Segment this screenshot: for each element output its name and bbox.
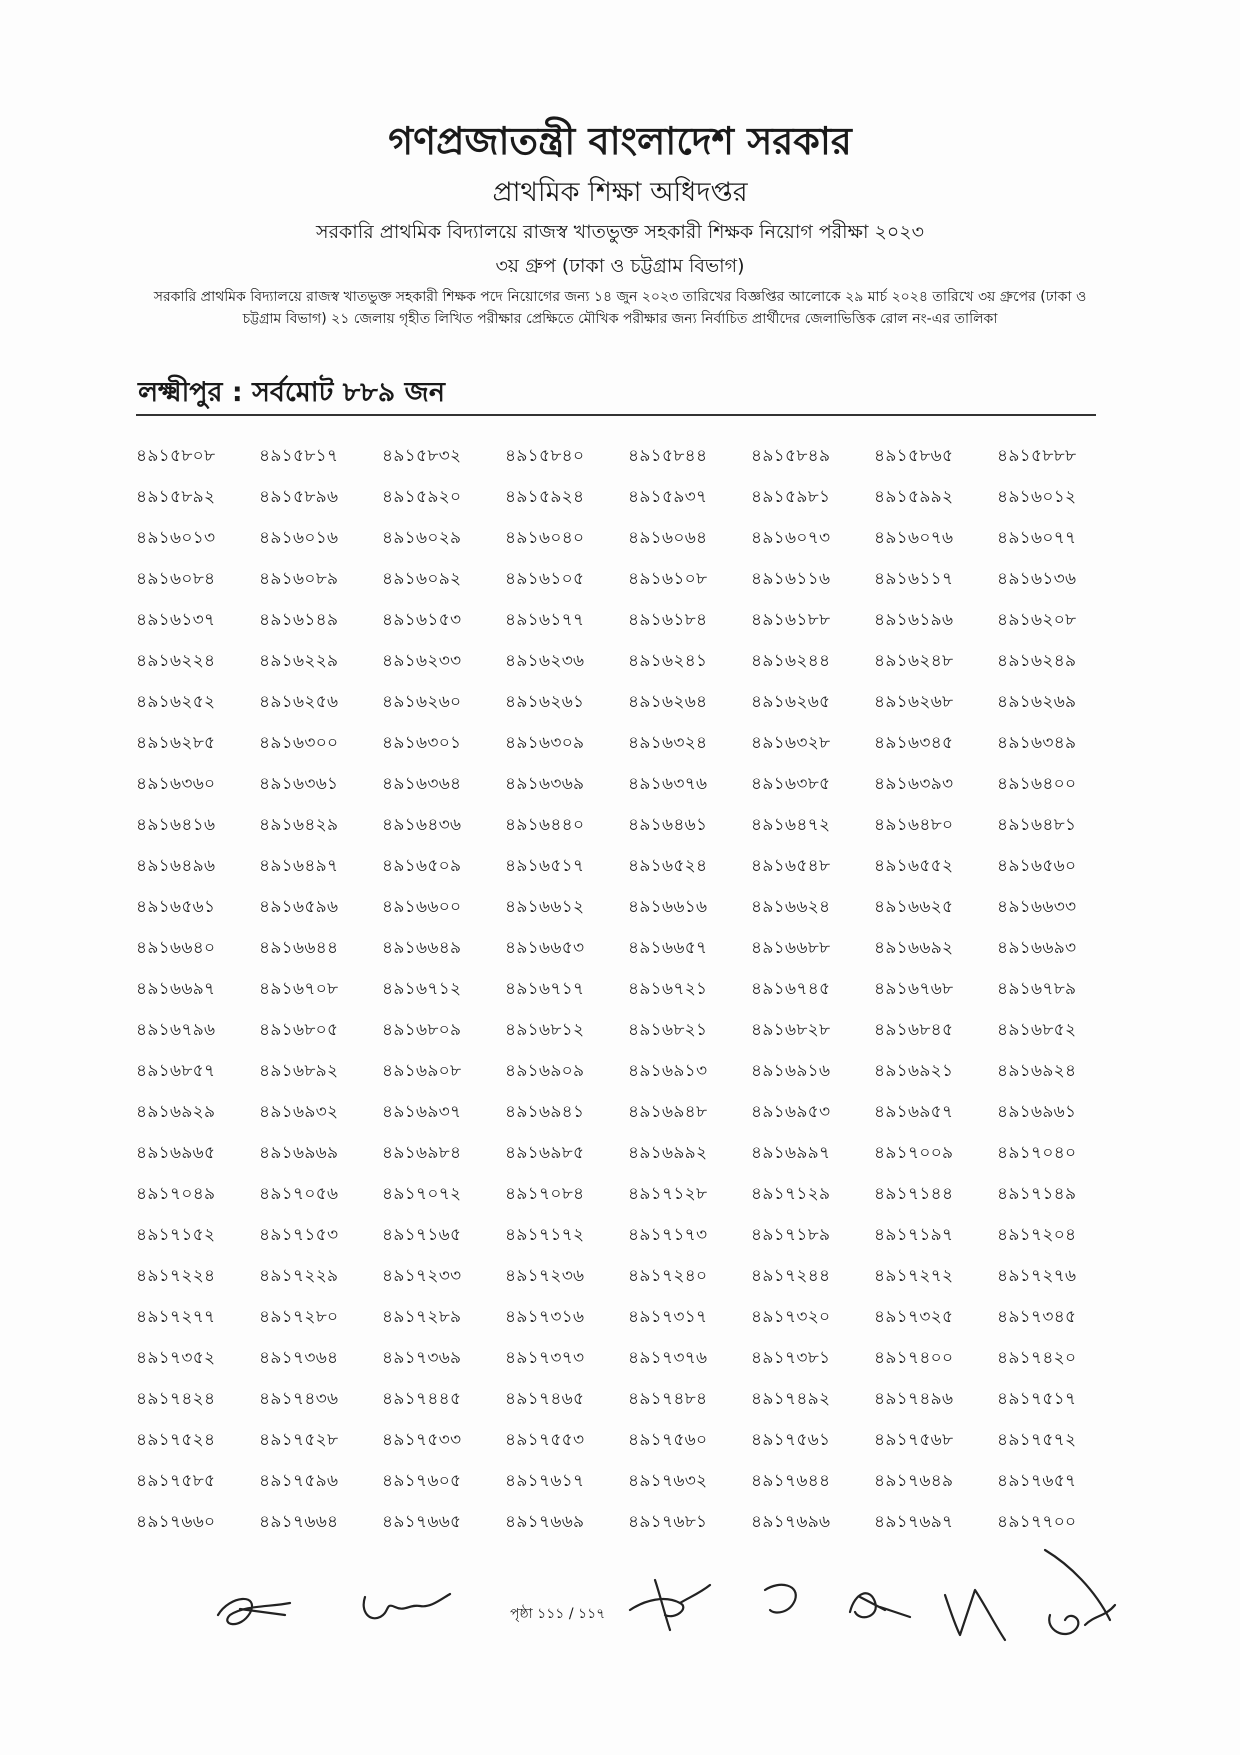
- roll-number: ৪৯১৬৪৮০: [874, 815, 954, 835]
- roll-number: ৪৯১৬১০৫: [505, 569, 585, 589]
- heading-divider: [136, 414, 1096, 416]
- roll-number: ৪৯১৬১৩৬: [997, 569, 1077, 589]
- roll-number: ৪৯১৫৮৯২: [136, 487, 216, 507]
- roll-number: ৪৯১৬৩৬৯: [505, 774, 585, 794]
- roll-number: ৪৯১৬০৭৭: [997, 528, 1077, 548]
- roll-number: ৪৯১৭৬৯৬: [751, 1512, 831, 1532]
- roll-number: ৪৯১৬৩৯৩: [874, 774, 954, 794]
- roll-number: ৪৯১৬৬১২: [505, 897, 585, 917]
- roll-number: ৪৯১৬২৪৯: [997, 651, 1077, 671]
- signature-3: [625, 1575, 715, 1635]
- roll-number: ৪৯১৬৭০৮: [259, 979, 339, 999]
- roll-number: ৪৯১৬১৭৭: [505, 610, 585, 630]
- roll-number: ৪৯১৬২৬০: [382, 692, 462, 712]
- roll-number: ৪৯১৬২৬৯: [997, 692, 1077, 712]
- roll-number: ৪৯১৬১০৮: [628, 569, 708, 589]
- roll-number: ৪৯১৭৫৯৬: [259, 1471, 339, 1491]
- signature-1: [210, 1585, 300, 1635]
- roll-number: ৪৯১৭০৭২: [382, 1184, 462, 1204]
- roll-number: ৪৯১৬৯৮৪: [382, 1143, 462, 1163]
- roll-number: ৪৯১৭২৭৭: [136, 1307, 216, 1327]
- roll-number: ৪৯১৭৪৯২: [751, 1389, 831, 1409]
- roll-number: ৪৯১৭৪০০: [874, 1348, 954, 1368]
- roll-number: ৪৯১৬৯৩২: [259, 1102, 339, 1122]
- roll-number: ৪৯১৬৯০৮: [382, 1061, 462, 1081]
- roll-number: ৪৯১৫৮১৭: [259, 446, 339, 466]
- roll-number: ৪৯১৬৬৪৯: [382, 938, 462, 958]
- roll-number: ৪৯১৬৪৪০: [505, 815, 585, 835]
- roll-number: ৪৯১৬৬২৫: [874, 897, 954, 917]
- roll-number: ৪৯১৭১৪৪: [874, 1184, 954, 1204]
- roll-number: ৪৯১৭৫১৭: [997, 1389, 1077, 1409]
- roll-number: ৪৯১৬৪৩৬: [382, 815, 462, 835]
- roll-number: ৪৯১৭৩৪৫: [997, 1307, 1077, 1327]
- roll-number: ৪৯১৬৯৫৭: [874, 1102, 954, 1122]
- roll-number: ৪৯১৬৩৪৫: [874, 733, 954, 753]
- roll-number: ৪৯১৬৩৬৪: [382, 774, 462, 794]
- roll-number: ৪৯১৬৯০৯: [505, 1061, 585, 1081]
- roll-number: ৪৯১৭৩১৭: [628, 1307, 708, 1327]
- roll-number: ৪৯১৭২০৪: [997, 1225, 1077, 1245]
- roll-number: ৪৯১৬৬৩৩: [997, 897, 1077, 917]
- roll-number: ৪৯১৭৬৩২: [628, 1471, 708, 1491]
- roll-number: ৪৯১৭৫৮৫: [136, 1471, 216, 1491]
- roll-number: ৪৯১৭২২৯: [259, 1266, 339, 1286]
- roll-number: ৪৯১৭৬১৭: [505, 1471, 585, 1491]
- page-number: পৃষ্ঠা ১১১ / ১১৭: [510, 1606, 606, 1622]
- roll-number: ৪৯১৫৯৯২: [874, 487, 954, 507]
- roll-number: ৪৯১৭৬৪৪: [751, 1471, 831, 1491]
- roll-number: ৪৯১৬৮৯২: [259, 1061, 339, 1081]
- roll-number: ৪৯১৬০৭৩: [751, 528, 831, 548]
- roll-number: ৪৯১৬৯১৩: [628, 1061, 708, 1081]
- signature-2: [355, 1582, 455, 1632]
- roll-number: ৪৯১৬২৮৫: [136, 733, 216, 753]
- roll-number: ৪৯১৬৮৫৭: [136, 1061, 216, 1081]
- roll-number: ৪৯১৬০৮৯: [259, 569, 339, 589]
- roll-number: ৪৯১৭০৪৯: [136, 1184, 216, 1204]
- roll-number: ৪৯১৭৬৫৭: [997, 1471, 1077, 1491]
- roll-number: ৪৯১৭৩৭৬: [628, 1348, 708, 1368]
- roll-number: ৪৯১৬৩০১: [382, 733, 462, 753]
- roll-number: ৪৯১৫৯২৪: [505, 487, 585, 507]
- roll-number: ৪৯১৬৯৬৯: [259, 1143, 339, 1163]
- roll-number: ৪৯১৬২২৪: [136, 651, 216, 671]
- roll-number: ৪৯১৫৮৯৬: [259, 487, 339, 507]
- signature-5: [840, 1572, 920, 1632]
- roll-number: ৪৯১৬৬৪০: [136, 938, 216, 958]
- roll-number: ৪৯১৫৯২০: [382, 487, 462, 507]
- roll-number: ৪৯১৬৪৯৬: [136, 856, 216, 876]
- roll-number: ৪৯১৬৯২১: [874, 1061, 954, 1081]
- roll-number: ৪৯১৬৬১৬: [628, 897, 708, 917]
- roll-number: ৪৯১৭০৮৪: [505, 1184, 585, 1204]
- roll-number: ৪৯১৬১৩৭: [136, 610, 216, 630]
- roll-number: ৪৯১৭১৯৭: [874, 1225, 954, 1245]
- roll-number: ৪৯১৬২৫২: [136, 692, 216, 712]
- roll-number: ৪৯১৭২৭৬: [997, 1266, 1077, 1286]
- roll-number: ৪৯১৭৫৬৮: [874, 1430, 954, 1450]
- roll-number: ৪৯১৬৬৯৭: [136, 979, 216, 999]
- roll-number: ৪৯১৭২৪০: [628, 1266, 708, 1286]
- district-heading: লক্ষ্মীপুর : সর্বমোট ৮৮৯ জন: [138, 377, 445, 408]
- roll-number: ৪৯১৬৬২৪: [751, 897, 831, 917]
- roll-number: ৪৯১৭২৪৪: [751, 1266, 831, 1286]
- roll-number: ৪৯১৬৭৯৬: [136, 1020, 216, 1040]
- roll-number: ৪৯১৬২৫৬: [259, 692, 339, 712]
- roll-number: ৪৯১৫৯৮১: [751, 487, 831, 507]
- roll-number: ৪৯১৭৫৩৩: [382, 1430, 462, 1450]
- roll-number: ৪৯১৭৩৫২: [136, 1348, 216, 1368]
- roll-number: ৪৯১৭৫৭২: [997, 1430, 1077, 1450]
- roll-number: ৪৯১৭৪৮৪: [628, 1389, 708, 1409]
- signature-4: [755, 1575, 815, 1625]
- roll-number: ৪৯১৭৩৮১: [751, 1348, 831, 1368]
- roll-number: ৪৯১৬৫৬০: [997, 856, 1077, 876]
- roll-number: ৪৯১৭৩২৫: [874, 1307, 954, 1327]
- roll-number: ৪৯১৬৯৪১: [505, 1102, 585, 1122]
- roll-number: ৪৯১৬৩৭৬: [628, 774, 708, 794]
- roll-number: ৪৯১৬৭৪৫: [751, 979, 831, 999]
- roll-number: ৪৯১৭১২৮: [628, 1184, 708, 1204]
- roll-number: ৪৯১৬২৬৪: [628, 692, 708, 712]
- roll-number: ৪৯১৬১১৬: [751, 569, 831, 589]
- roll-number: ৪৯১৭৪৩৬: [259, 1389, 339, 1409]
- roll-number: ৪৯১৬৬৫৩: [505, 938, 585, 958]
- roll-number: ৪৯১৬০৬৪: [628, 528, 708, 548]
- roll-number: ৪৯১৬১৮৪: [628, 610, 708, 630]
- list-description: সরকারি প্রাথমিক বিদ্যালয়ে রাজস্ব খাতভুক্ত সহকারী শিক্ষক পদে নিয়োগের জন্য ১৪ জুন ২০২৩ তারিখের বিজ্ঞপ্তির আলোকে ২৯ মার্চ ২০২৪ তারিখে ৩য় গ্রুপের (ঢাকা ও চট্টগ্রাম বিভাগ) ২১ জেলায় গৃহীত লিখিত পরীক্ষার প্রেক্ষিতে মৌখিক পরীক্ষার জন্য নির্বাচিত প্রার্থীদের জেলাভিত্তিক রোল নং-এর তালিকা: [153, 289, 1087, 327]
- roll-number: ৪৯১৬৭৬৮: [874, 979, 954, 999]
- roll-number: ৪৯১৬৫০৯: [382, 856, 462, 876]
- roll-number: ৪৯১৭৩২০: [751, 1307, 831, 1327]
- roll-number: ৪৯১৬৫১৭: [505, 856, 585, 876]
- roll-number: ৪৯১৫৮৪০: [505, 446, 585, 466]
- roll-number: ৪৯১৭৪২৪: [136, 1389, 216, 1409]
- roll-number: ৪৯১৭২৮০: [259, 1307, 339, 1327]
- roll-number: ৪৯১৬২০৮: [997, 610, 1077, 630]
- roll-number: ৪৯১৬০৯২: [382, 569, 462, 589]
- roll-number: ৪৯১৬৭২১: [628, 979, 708, 999]
- roll-number: ৪৯১৭৩৬৪: [259, 1348, 339, 1368]
- roll-number: ৪৯১৭৬৬৯: [505, 1512, 585, 1532]
- roll-number: ৪৯১৭১৭৩: [628, 1225, 708, 1245]
- roll-number: ৪৯১৭২৩৬: [505, 1266, 585, 1286]
- roll-number: ৪৯১৭৬০৫: [382, 1471, 462, 1491]
- roll-number: ৪৯১৬৮০৯: [382, 1020, 462, 1040]
- roll-number: ৪৯১৬২৬৮: [874, 692, 954, 712]
- roll-number: ৪৯১৬৪৯৭: [259, 856, 339, 876]
- roll-number: ৪৯১৬৬৯৩: [997, 938, 1077, 958]
- roll-number: ৪৯১৭৪৯৬: [874, 1389, 954, 1409]
- roll-number: ৪৯১৬৯৮৫: [505, 1143, 585, 1163]
- signature-7: [1030, 1545, 1130, 1645]
- roll-number: ৪৯১৬৯৬১: [997, 1102, 1077, 1122]
- roll-number: ৪৯১৬৮২৮: [751, 1020, 831, 1040]
- roll-number: ৪৯১৭৫২৮: [259, 1430, 339, 1450]
- roll-number: ৪৯১৬৬৮৮: [751, 938, 831, 958]
- roll-number: ৪৯১৬০৮৪: [136, 569, 216, 589]
- roll-number: ৪৯১৬৩৬০: [136, 774, 216, 794]
- roll-number: ৪৯১৭২৭২: [874, 1266, 954, 1286]
- roll-number: ৪৯১৬০১৬: [259, 528, 339, 548]
- roll-number: ৪৯১৫৮৩২: [382, 446, 462, 466]
- roll-number: ৪৯১৫৮৬৫: [874, 446, 954, 466]
- roll-number: ৪৯১৭১৬৫: [382, 1225, 462, 1245]
- roll-number: ৪৯১৬০৭৬: [874, 528, 954, 548]
- roll-number: ৪৯১৬৪০০: [997, 774, 1077, 794]
- roll-number: ৪৯১৬১৪৯: [259, 610, 339, 630]
- roll-number: ৪৯১৭৪৬৫: [505, 1389, 585, 1409]
- roll-number: ৪৯১৭৬৬৫: [382, 1512, 462, 1532]
- roll-number: ৪৯১৬৯২৪: [997, 1061, 1077, 1081]
- roll-number: ৪৯১৬৪৭২: [751, 815, 831, 835]
- roll-number: ৪৯১৬৫৯৬: [259, 897, 339, 917]
- roll-number: ৪৯১৬০১২: [997, 487, 1077, 507]
- roll-number: ৪৯১৫৮৪৪: [628, 446, 708, 466]
- roll-number: ৪৯১৭২৩৩: [382, 1266, 462, 1286]
- roll-number: ৪৯১৬৯৪৮: [628, 1102, 708, 1122]
- roll-number: ৪৯১৭৫৬০: [628, 1430, 708, 1450]
- roll-number: ৪৯১৬২৬৫: [751, 692, 831, 712]
- roll-number: ৪৯১৬৯৩৭: [382, 1102, 462, 1122]
- roll-number: ৪৯১৭৩১৬: [505, 1307, 585, 1327]
- roll-number: ৪৯১৬৩২৪: [628, 733, 708, 753]
- roll-number: ৪৯১৭৬৯৭: [874, 1512, 954, 1532]
- roll-number: ৪৯১৬৬০০: [382, 897, 462, 917]
- roll-number: ৪৯১৬১১৭: [874, 569, 954, 589]
- roll-number: ৪৯১৬৭১৭: [505, 979, 585, 999]
- roll-number: ৪৯১৭৫৫৩: [505, 1430, 585, 1450]
- roll-number-grid: [136, 436, 1116, 1543]
- roll-number: ৪৯১৬৯১৬: [751, 1061, 831, 1081]
- roll-number: ৪৯১৭০৫৬: [259, 1184, 339, 1204]
- roll-number: ৪৯১৭২২৪: [136, 1266, 216, 1286]
- roll-number: ৪৯১৬৯৫৩: [751, 1102, 831, 1122]
- roll-number: ৪৯১৭২৮৯: [382, 1307, 462, 1327]
- roll-number: ৪৯১৭৫২৪: [136, 1430, 216, 1450]
- roll-number: ৪৯১৬৩০৯: [505, 733, 585, 753]
- roll-number: ৪৯১৬০৪০: [505, 528, 585, 548]
- roll-number: ৪৯১৬৫২৪: [628, 856, 708, 876]
- roll-number: ৪৯১৭০০৯: [874, 1143, 954, 1163]
- roll-number: ৪৯১৬২৩৩: [382, 651, 462, 671]
- roll-number: ৪৯১৬২৩৬: [505, 651, 585, 671]
- roll-number: ৪৯১৭১৮৯: [751, 1225, 831, 1245]
- group-title: ৩য় গ্রুপ (ঢাকা ও চট্টগ্রাম বিভাগ): [495, 255, 745, 277]
- roll-number: ৪৯১৭১৫২: [136, 1225, 216, 1245]
- roll-number: ৪৯১৭১৪৯: [997, 1184, 1077, 1204]
- roll-number: ৪৯১৬৩৬১: [259, 774, 339, 794]
- roll-number: ৪৯১৬৫৫২: [874, 856, 954, 876]
- roll-number: ৪৯১৭৪২০: [997, 1348, 1077, 1368]
- roll-number: ৪৯১৭১৫৩: [259, 1225, 339, 1245]
- exam-title: সরকারি প্রাথমিক বিদ্যালয়ে রাজস্ব খাতভুক্ত সহকারী শিক্ষক নিয়োগ পরীক্ষা ২০২৩: [316, 221, 924, 243]
- roll-number: ৪৯১৬৯৯৭: [751, 1143, 831, 1163]
- roll-number: ৪৯১৬৪৬১: [628, 815, 708, 835]
- roll-number: ৪৯১৬১৫৩: [382, 610, 462, 630]
- roll-number: ৪৯১৭৩৭৩: [505, 1348, 585, 1368]
- roll-number: ৪৯১৬৭১২: [382, 979, 462, 999]
- roll-number: ৪৯১৬৩৪৯: [997, 733, 1077, 753]
- roll-number: ৪৯১৭৬৬৪: [259, 1512, 339, 1532]
- roll-number: ৪৯১৬৮১২: [505, 1020, 585, 1040]
- roll-number: ৪৯১৫৮৪৯: [751, 446, 831, 466]
- roll-number: ৪৯১৭৭০০: [997, 1512, 1077, 1532]
- roll-number: ৪৯১৫৯৩৭: [628, 487, 708, 507]
- government-title: গণপ্রজাতন্ত্রী বাংলাদেশ সরকার: [388, 119, 852, 163]
- roll-number: ৪৯১৫৮০৮: [136, 446, 216, 466]
- roll-number: ৪৯১৭৬৮১: [628, 1512, 708, 1532]
- roll-number: ৪৯১৬৪১৬: [136, 815, 216, 835]
- roll-number: ৪৯১৭১৭২: [505, 1225, 585, 1245]
- roll-number: ৪৯১৭৬৪৯: [874, 1471, 954, 1491]
- roll-number: ৪৯১৭৫৬১: [751, 1430, 831, 1450]
- roll-number: ৪৯১৭০৪০: [997, 1143, 1077, 1163]
- roll-number: ৪৯১৬১৯৬: [874, 610, 954, 630]
- roll-number: ৪৯১৬০২৯: [382, 528, 462, 548]
- roll-number: ৪৯১৬৩০০: [259, 733, 339, 753]
- roll-number: ৪৯১৬৬৪৪: [259, 938, 339, 958]
- roll-number: ৪৯১৬৬৫৭: [628, 938, 708, 958]
- roll-number: ৪৯১৬৪৮১: [997, 815, 1077, 835]
- roll-number: ৪৯১৫৮৮৮: [997, 446, 1077, 466]
- roll-number: ৪৯১৬৮৫২: [997, 1020, 1077, 1040]
- roll-number: ৪৯১৬৪২৯: [259, 815, 339, 835]
- roll-number: ৪৯১৬২৪৪: [751, 651, 831, 671]
- roll-number: ৪৯১৬১৮৮: [751, 610, 831, 630]
- roll-number: ৪৯১৬৭৮৯: [997, 979, 1077, 999]
- signature-6: [935, 1565, 1015, 1645]
- roll-number: ৪৯১৬২৪৮: [874, 651, 954, 671]
- roll-number: ৪৯১৬৫৪৮: [751, 856, 831, 876]
- roll-number: ৪৯১৬৯৯২: [628, 1143, 708, 1163]
- roll-number: ৪৯১৬৮০৫: [259, 1020, 339, 1040]
- roll-number: ৪৯১৬৯২৯: [136, 1102, 216, 1122]
- roll-number: ৪৯১৬২৬১: [505, 692, 585, 712]
- roll-number: ৪৯১৭৩৬৯: [382, 1348, 462, 1368]
- roll-number: ৪৯১৬৬৯২: [874, 938, 954, 958]
- roll-number: ৪৯১৭৪৪৫: [382, 1389, 462, 1409]
- roll-number: ৪৯১৭১২৯: [751, 1184, 831, 1204]
- department-title: প্রাথমিক শিক্ষা অধিদপ্তর: [492, 177, 748, 208]
- roll-number: ৪৯১৬৩২৮: [751, 733, 831, 753]
- roll-number: ৪৯১৬৮২১: [628, 1020, 708, 1040]
- roll-number: ৪৯১৬৫৬১: [136, 897, 216, 917]
- roll-number: ৪৯১৬২৪১: [628, 651, 708, 671]
- roll-number: ৪৯১৬৩৮৫: [751, 774, 831, 794]
- roll-number: ৪৯১৬৯৬৫: [136, 1143, 216, 1163]
- roll-number: ৪৯১৬৮৪৫: [874, 1020, 954, 1040]
- roll-number: ৪৯১৬০১৩: [136, 528, 216, 548]
- roll-number: ৪৯১৬২২৯: [259, 651, 339, 671]
- roll-number: ৪৯১৭৬৬০: [136, 1512, 216, 1532]
